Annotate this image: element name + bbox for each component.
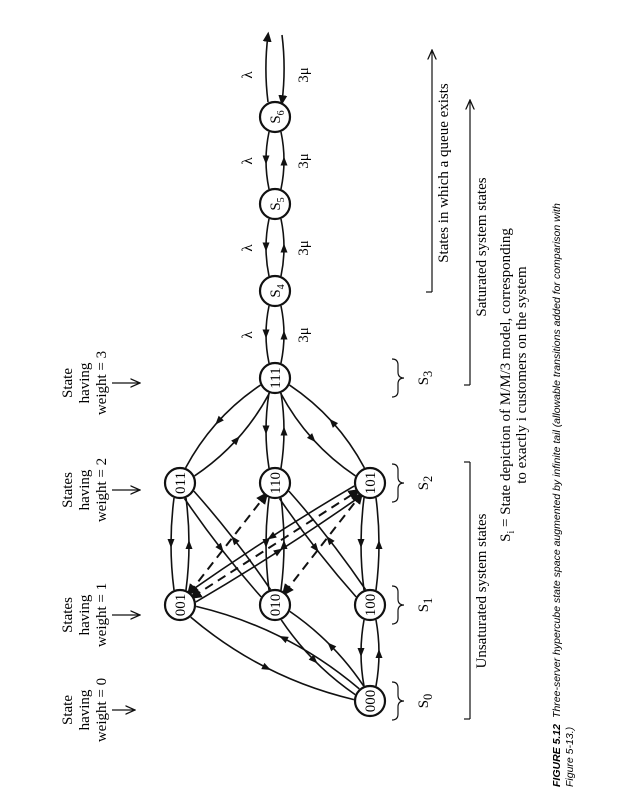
state-node-110-label: 110 — [268, 472, 284, 494]
level-label-0-text: $S_0$ — [416, 693, 435, 709]
dashed-edge-001-110 — [189, 495, 266, 593]
arrival-rate-label-0: λ — [240, 331, 256, 339]
edge-111-s4-forward-arrowhead — [281, 331, 288, 340]
state-node-s6 — [260, 102, 290, 132]
state-node-s5 — [260, 189, 290, 219]
level-brace-0 — [392, 682, 404, 720]
level-label-3-text: $S_3$ — [416, 370, 435, 386]
weight-header-0-line-3: weight = 0 — [94, 677, 110, 743]
edge-101-111-backward — [281, 393, 356, 476]
level-brace-2 — [392, 464, 404, 502]
unsaturated-range — [464, 462, 490, 719]
state-node-s4 — [260, 276, 290, 306]
edge-001-011-forward-arrowhead — [186, 540, 193, 549]
weight-header-3-line-3: weight = 3 — [94, 350, 110, 416]
edge-000-001-forward-arrowhead — [278, 633, 289, 643]
service-rate-label-2: 3μ — [296, 153, 312, 169]
definition — [498, 228, 530, 542]
weight-header-0-line-1: State — [60, 695, 76, 725]
level-label-2 — [392, 464, 435, 502]
edge-010-110-backward-arrowhead — [263, 539, 270, 548]
arrival-rate-label-3: λ — [240, 71, 256, 79]
edge-010-011-backward — [185, 499, 262, 597]
service-rate-label-1: 3μ — [296, 240, 312, 256]
edge-000-001-backward — [191, 617, 354, 700]
level-label-1 — [392, 586, 435, 624]
level-label-1-text: $S_1$ — [416, 597, 435, 613]
definition-line-1: $S_i$ = State depiction of M/M/3 model, corresponding — [498, 228, 517, 542]
edge-110-111-forward-arrowhead — [281, 427, 288, 436]
level-brace-1 — [392, 586, 404, 624]
caption-label: FIGURE 5.12 — [551, 723, 563, 787]
edge-000-001-backward-arrowhead — [261, 663, 272, 673]
weight-header-1-line-3: weight = 1 — [94, 582, 110, 648]
edge-s5-s6-forward-arrowhead — [281, 157, 288, 166]
state-node-101-label: 101 — [363, 471, 379, 495]
weight-header-2-line-1: States — [60, 472, 76, 508]
edge-100-110-backward — [280, 499, 357, 597]
weight-header-2-line-2: having — [77, 469, 93, 511]
weight-header-1-line-1: States — [60, 597, 76, 633]
tail-edge-in — [282, 35, 284, 102]
dashed-edge-010-101 — [284, 495, 361, 593]
edge-s5-s6-backward-arrowhead — [263, 156, 270, 165]
edge-111-s4-backward-arrowhead — [263, 330, 270, 339]
level-label-3 — [392, 359, 435, 397]
weight-header-2-line-3: weight = 2 — [94, 457, 110, 523]
weight-header-1-line-2: having — [77, 594, 93, 636]
state-node-s5-label: $S_5$ — [268, 197, 287, 211]
state-node-s6-label: $S_6$ — [268, 110, 287, 124]
queue-range — [426, 50, 452, 292]
service-rate-label-3: 3μ — [296, 67, 312, 83]
state-node-111 — [260, 363, 290, 393]
service-rate-label-0: 3μ — [296, 327, 312, 343]
state-node-001 — [165, 590, 195, 620]
figure-caption — [551, 203, 576, 787]
edge-011-111-backward — [186, 385, 261, 468]
weight-header-2 — [60, 458, 140, 522]
saturated-range-label: Saturated system states — [474, 177, 490, 317]
edge-000-100-backward-arrowhead — [358, 648, 365, 657]
edge-101-111-forward — [290, 385, 365, 468]
edge-010-011-forward — [194, 491, 271, 589]
weight-header-3-line-2: having — [77, 362, 93, 404]
state-node-010-label: 010 — [268, 593, 284, 617]
definition-line-2: to exactly i customers on the system — [514, 266, 530, 484]
weight-header-0 — [60, 678, 135, 742]
edge-010-110-forward-arrowhead — [281, 540, 288, 549]
edge-s4-s5-backward-arrowhead — [263, 243, 270, 252]
arrival-rate-label-2: λ — [240, 157, 256, 165]
edge-001-011-backward-arrowhead — [168, 539, 175, 548]
state-node-s4-label: $S_4$ — [268, 284, 287, 298]
state-node-000-label: 000 — [363, 689, 379, 713]
caption-text: Three-server hypercube state space augmented by infinite tail (allowable transitions added for comparison with — [551, 203, 563, 718]
arrival-rate-label-1: λ — [240, 244, 256, 252]
state-node-011 — [165, 468, 195, 498]
edge-000-100-forward-arrowhead — [376, 649, 383, 658]
queue-range-label: States in which a queue exists — [436, 83, 452, 263]
weight-header-3 — [60, 351, 140, 415]
state-node-001-label: 001 — [173, 593, 189, 617]
state-node-011-label: 011 — [173, 472, 189, 494]
edge-100-101-forward-arrowhead — [376, 540, 383, 549]
state-node-101 — [355, 468, 385, 498]
unsaturated-range-label: Unsaturated system states — [474, 513, 490, 669]
edge-s4-s5-forward-arrowhead — [281, 244, 288, 253]
edge-011-111-forward — [195, 393, 270, 476]
edge-000-010-forward — [290, 611, 364, 686]
caption-line-1 — [551, 203, 563, 787]
weight-header-0-line-2: having — [77, 689, 93, 731]
edge-110-111-backward-arrowhead — [263, 426, 270, 435]
caption-line-2: Figure 5-13.) — [564, 726, 576, 787]
edge-000-010-backward — [281, 620, 355, 695]
level-brace-3 — [392, 359, 404, 397]
weight-header-1 — [60, 583, 140, 647]
level-label-2-text: $S_2$ — [416, 475, 435, 491]
edge-100-110-forward — [289, 491, 366, 589]
state-node-000 — [355, 686, 385, 716]
state-node-110 — [260, 468, 290, 498]
state-node-100-label: 100 — [363, 593, 379, 617]
edge-100-101-backward-arrowhead — [358, 539, 365, 548]
level-label-0 — [392, 682, 435, 720]
state-node-111-label: 111 — [268, 367, 284, 389]
state-node-100 — [355, 590, 385, 620]
state-node-010 — [260, 590, 290, 620]
weight-header-3-line-1: State — [60, 368, 76, 398]
saturated-range — [464, 100, 490, 385]
tail-edge-out — [266, 35, 268, 102]
